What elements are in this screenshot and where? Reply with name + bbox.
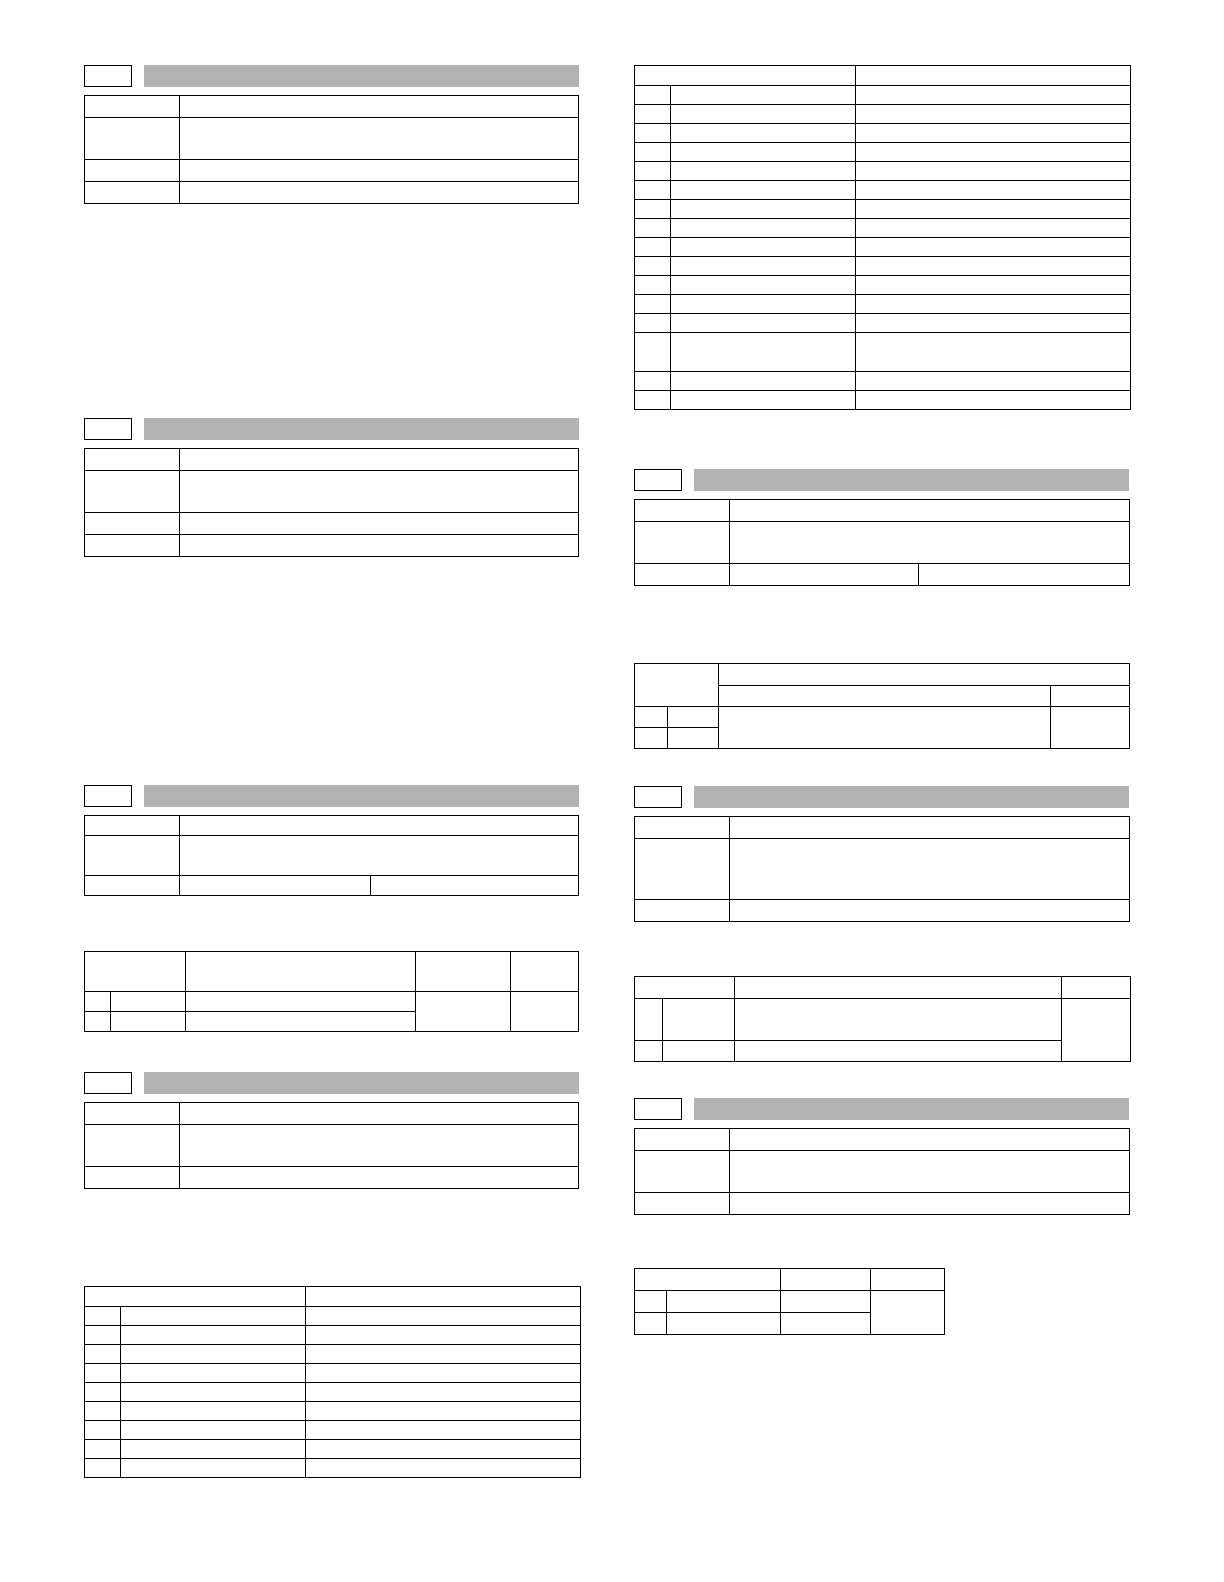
table-cell xyxy=(85,836,180,876)
table-cell xyxy=(186,1012,416,1032)
table-row xyxy=(85,1364,581,1383)
table-row xyxy=(635,257,1131,276)
section-code-box xyxy=(84,1072,132,1094)
table-cell xyxy=(781,1313,871,1335)
table-cell xyxy=(85,513,180,535)
table-cell xyxy=(511,952,579,992)
section-2-header xyxy=(84,418,579,440)
table-cell xyxy=(85,182,180,204)
table-row xyxy=(85,1345,581,1364)
table-cell xyxy=(85,1287,306,1307)
table-row xyxy=(635,295,1131,314)
table-cell xyxy=(85,535,180,557)
table-row xyxy=(635,333,1131,372)
section-code-box xyxy=(84,418,132,440)
table-row xyxy=(85,1459,581,1478)
table-cell xyxy=(186,952,416,992)
table-cell xyxy=(180,535,579,557)
table-cell xyxy=(85,952,186,992)
table-cell xyxy=(85,1103,180,1125)
table-cell xyxy=(635,1129,730,1151)
table-cell xyxy=(180,1103,579,1125)
section-code-box xyxy=(634,1098,682,1120)
table-cell xyxy=(735,1041,1062,1062)
section-title-bar xyxy=(144,65,579,87)
table-cell xyxy=(511,992,579,1032)
table-cell xyxy=(85,1125,180,1167)
section-3-detail-table xyxy=(84,951,579,1032)
table-cell xyxy=(871,1291,945,1335)
table-cell xyxy=(730,817,1130,839)
table-row xyxy=(85,1402,581,1421)
table-cell xyxy=(635,900,730,922)
table-cell xyxy=(1051,707,1130,749)
table-row xyxy=(635,391,1131,410)
section-4-list-table xyxy=(84,1286,581,1478)
section-7-info-table xyxy=(634,1128,1130,1215)
section-title-bar xyxy=(694,1098,1129,1120)
table-row xyxy=(635,124,1131,143)
table-cell xyxy=(730,1151,1130,1193)
table-cell xyxy=(856,66,1131,86)
section-code-box xyxy=(634,786,682,808)
table-row xyxy=(635,238,1131,257)
table-cell xyxy=(668,728,719,749)
section-4-header xyxy=(84,1072,579,1094)
table-row xyxy=(85,1440,581,1459)
table-row xyxy=(635,372,1131,391)
table-cell xyxy=(180,1167,579,1189)
table-cell xyxy=(635,999,663,1041)
table-cell xyxy=(416,952,511,992)
section-1-info-table xyxy=(84,95,579,204)
table-cell xyxy=(635,817,730,839)
table-cell xyxy=(85,471,180,513)
section-1-header xyxy=(84,65,579,87)
table-cell xyxy=(180,836,579,876)
table-cell xyxy=(635,66,856,86)
continued-list-table xyxy=(634,65,1131,410)
table-cell xyxy=(730,900,1130,922)
section-6-header xyxy=(634,786,1129,808)
table-cell xyxy=(306,1287,581,1307)
section-5-info-table xyxy=(634,499,1130,586)
table-cell xyxy=(85,876,180,896)
section-title-bar xyxy=(144,785,579,807)
section-3-header xyxy=(84,785,579,807)
table-cell xyxy=(180,876,371,896)
table-cell xyxy=(635,1291,667,1313)
table-cell xyxy=(719,686,1051,707)
table-cell xyxy=(85,1012,111,1032)
table-row xyxy=(85,1421,581,1440)
table-cell xyxy=(667,1313,781,1335)
table-cell xyxy=(871,1269,945,1291)
table-cell xyxy=(111,992,186,1012)
table-cell xyxy=(180,471,579,513)
section-code-box xyxy=(84,65,132,87)
table-cell xyxy=(635,1313,667,1335)
section-6-info-table xyxy=(634,816,1130,922)
table-cell xyxy=(668,707,719,728)
table-cell xyxy=(180,1125,579,1167)
table-cell xyxy=(635,1269,781,1291)
section-title-bar xyxy=(144,418,579,440)
table-row xyxy=(85,1383,581,1402)
table-cell xyxy=(730,564,919,586)
table-cell xyxy=(735,999,1062,1041)
table-cell xyxy=(180,816,579,836)
table-cell xyxy=(85,816,180,836)
table-cell xyxy=(719,664,1130,686)
table-cell xyxy=(635,1151,730,1193)
table-cell xyxy=(667,1291,781,1313)
table-cell xyxy=(781,1269,871,1291)
table-cell xyxy=(180,449,579,471)
table-cell xyxy=(85,96,180,118)
table-cell xyxy=(730,1129,1130,1151)
table-cell xyxy=(180,182,579,204)
table-cell xyxy=(85,449,180,471)
section-7-header xyxy=(634,1098,1129,1120)
table-cell xyxy=(1062,999,1131,1062)
table-cell xyxy=(730,500,1130,522)
section-5-detail-table xyxy=(634,663,1130,749)
table-cell xyxy=(180,96,579,118)
table-cell xyxy=(416,992,511,1032)
table-cell xyxy=(85,992,111,1012)
table-cell xyxy=(635,664,719,707)
table-cell xyxy=(919,564,1130,586)
table-cell xyxy=(635,500,730,522)
section-title-bar xyxy=(694,786,1129,808)
table-row xyxy=(85,1326,581,1345)
table-row xyxy=(635,314,1131,333)
table-cell xyxy=(180,118,579,160)
section-3-info-table xyxy=(84,815,579,896)
table-row xyxy=(635,143,1131,162)
table-cell xyxy=(635,977,735,999)
table-cell xyxy=(85,160,180,182)
table-cell xyxy=(635,707,668,728)
table-cell xyxy=(635,564,730,586)
table-cell xyxy=(719,707,1051,749)
table-row xyxy=(635,105,1131,124)
table-cell xyxy=(635,839,730,900)
section-6-detail-table xyxy=(634,976,1131,1062)
table-row xyxy=(635,276,1131,295)
table-row xyxy=(635,200,1131,219)
table-cell xyxy=(371,876,579,896)
section-code-box xyxy=(634,469,682,491)
table-row xyxy=(635,86,1131,105)
section-2-info-table xyxy=(84,448,579,557)
table-row xyxy=(635,219,1131,238)
table-cell xyxy=(730,839,1130,900)
table-cell xyxy=(186,992,416,1012)
table-cell xyxy=(635,522,730,564)
table-cell xyxy=(85,1167,180,1189)
table-row xyxy=(635,181,1131,200)
table-cell xyxy=(663,999,735,1041)
table-cell xyxy=(1062,977,1131,999)
table-cell xyxy=(85,118,180,160)
table-cell xyxy=(1051,686,1130,707)
table-cell xyxy=(730,522,1130,564)
table-cell xyxy=(111,1012,186,1032)
section-title-bar xyxy=(144,1072,579,1094)
section-5-header xyxy=(634,469,1129,491)
section-4-info-table xyxy=(84,1102,579,1189)
table-cell xyxy=(180,160,579,182)
table-cell xyxy=(730,1193,1130,1215)
table-cell xyxy=(635,1041,663,1062)
table-row xyxy=(85,1307,581,1326)
table-cell xyxy=(781,1291,871,1313)
section-7-detail-table xyxy=(634,1268,945,1335)
table-cell xyxy=(635,1193,730,1215)
table-cell xyxy=(663,1041,735,1062)
table-cell xyxy=(735,977,1062,999)
table-cell xyxy=(180,513,579,535)
table-row xyxy=(635,162,1131,181)
section-code-box xyxy=(84,785,132,807)
section-title-bar xyxy=(694,469,1129,491)
table-cell xyxy=(635,728,668,749)
